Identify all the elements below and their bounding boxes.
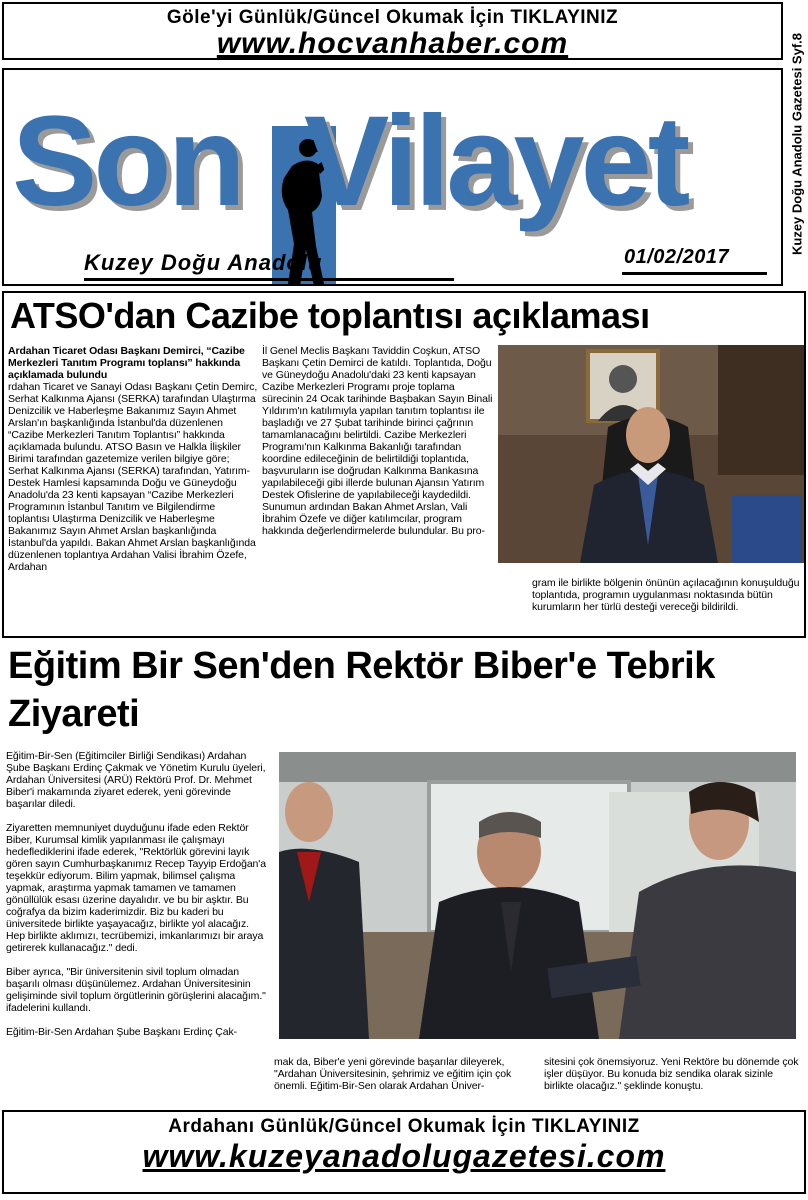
top-banner[interactable] [2, 2, 783, 60]
top-banner-link[interactable]: www.hocvanhaber.com [216, 27, 569, 60]
article-atso-title: ATSO'dan Cazibe toplantısı açıklaması [10, 295, 650, 336]
portrait-photo-image [498, 345, 804, 563]
article-egitim-paragraph-3: Biber ayrıca, "Bir üniversitenin sivil toplum olmadan başarılı olması düşünülemez. Ardahan Üniversitesinin gelişiminde sivil toplum örgütlerinin görüşlerini alacağım." ifadelerini kullandı. [6, 966, 266, 1014]
article-egitim-paragraph-4: Eğitim-Bir-Sen Ardahan Şube Başkanı Erdinç Çak- [6, 1026, 238, 1038]
masthead [2, 68, 783, 286]
article-egitim-photo [279, 752, 796, 1039]
meeting-photo-image [279, 752, 796, 1039]
article-atso [2, 291, 806, 638]
article-atso-column-3 [532, 577, 800, 613]
article-egitim-column-2 [274, 1056, 530, 1092]
article-atso-body-2: İl Genel Meclis Başkanı Taviddin Coşkun, ATSO Başkanı Çetin Demirci de katıldı. Toplantıda, Doğu ve Güneydoğu Anadolu'daki 23 kenti kapsayan Cazibe Merkezleri Programı proje toplama sürecinin 24 Ocak tarihinde Başbakan Sayın Binali Yıldırım'ın katılımıyla yapılan tanıtım toplantısı ile başladığı ve 27 Şubat tarihinde birinci çağrının tamamlanacağını belirtildi. Cazibe Merkezleri Programı'nın Kalkınma Bakanlığı tarafından koordine edileceğinin de belirtildiği toplantıda, başvuruların ise doğrudan Kalkınma Bankasına yapılabileceği gibi illerde bulunan Ajansın Yatırım Destek Ofislerine de yapılabileceği kaydedildi. Sunumun ardından Bakan Ahmet Arslan, Vali İbrahim Özefe ve diğer katılımcılar, program hakkında değerlendirmelerde bulundular. Bu pro- [262, 345, 493, 537]
article-egitim-column-1 [6, 750, 268, 1038]
article-atso-photo [498, 345, 804, 563]
article-egitim-paragraph-1: Eğitim-Bir-Sen (Eğitimciler Birliği Sendikası) Ardahan Şube Başkanı Erdinç Çakmak ve Yönetim Kurulu üyeleri, Ardahan Üniversitesi (ARÜ) Rektörü Prof. Dr. Mehmet Biber'i makamında ziyaret ederek, yeni görevinde başarılar diledi. [6, 750, 266, 810]
masthead-date: 01/02/2017 [624, 246, 730, 268]
article-atso-column-2 [262, 345, 498, 537]
masthead-word-son: Son [12, 90, 242, 233]
bottom-banner[interactable] [2, 1110, 806, 1194]
article-egitim-paragraph-2: Ziyaretten memnuniyet duyduğunu ifade eden Rektör Biber, Kurumsal kimlik yapılanması ile çalışmayı hedeflediklerini ifade ederek, "Rektörlük görevini layık gören sayın Cumhurbaşkanımız Recep Tayyip Erdoğan'a teşekkür ediyorum. Bilim yapmak, bilimsel çalışma yapmak, araştırma yapmak tamamen ve tamamen gönüllülük esası üzerine dayalıdır. ve bu bir aşktır. Bu coğrafya da bizim kaderimizdir. Biz bu kaderi bu üniversitede birlikte yaşayacağız, birlikte yol alacağız. Hep birlikte aklımızı, tecrübemizi, imkanlarımızı bir araya getirerek kullanacağız." dedi. [6, 822, 266, 954]
date-underline [622, 272, 767, 275]
article-egitim-title: Eğitim Bir Sen'den Rektör Biber'e Tebrik Ziyareti [8, 645, 715, 735]
article-egitim-paragraph-6: sitesini çok önemsiyoruz. Yeni Rektöre bu dönemde çok işler düşüyor. Bu konuda biz sendika olarak sizinle birlikte olacağız." şeklinde konuştu. [544, 1056, 799, 1092]
side-page-label [787, 4, 807, 284]
masthead-subtitle: Kuzey Doğu Anadolu [84, 250, 323, 275]
article-atso-lead: Ardahan Ticaret Odası Başkanı Demirci, “Cazibe Merkezleri Tanıtım Programı toplansı” hakkında açıklamada bulundu [8, 345, 245, 381]
side-page-label-text: Kuzey Doğu Anadolu Gazetesi Syf.8 [789, 32, 805, 256]
article-egitim-paragraph-5: mak da, Biber'e yeni görevinde başarılar dileyerek, "Ardahan Üniversitesinin, şehrimiz ve eğitim için çok önemli. Eğitim-Bir-Sen olarak Ardahan Üniver- [274, 1056, 512, 1092]
masthead-word-vilayet: Vilayet [304, 90, 687, 233]
article-atso-body-3: gram ile birlikte bölgenin önünün açılacağının konuşulduğu toplantıda, programın uygulanması noktasında bütün kurumların her türlü desteği vereceği bildirildi. [532, 577, 800, 613]
top-banner-text: Göle'yi Günlük/Güncel Okumak İçin TIKLAYINIZ [166, 7, 619, 28]
article-atso-column-1 [8, 345, 258, 573]
article-atso-body-1: rdahan Ticaret ve Sanayi Odası Başkanı Çetin Demirc, Serhat Kalkınma Ajansı (SERKA) tarafından Ulaştırma Denizcilik ve Haberleşme Bakanımız Sayın Ahmet Arslan'ın başkanlığında İstanbul'da düzenlenen “Cazibe Merkezleri Tanıtım Toplantısı” hakkında açıklamada bulundu. ATSO Basın ve Halkla İlişkiler Birimi tarafından gazetemize verilen bilgiye göre; Serhat Kalkınma Ajansı (SERKA) tarafından, Yatırım-Destek Hamlesi kapsamında Doğu ve Güneydoğu Anadolu'da 23 kenti kapsayan “Cazibe Merkezleri Programının İstanbul Tanıtım ve Bilgilendirme toplantısı Ulaştırma Denizcilik ve Haberleşme Bakanımız Sayın Ahmet Arslan başkanlığında İstanbul'da yapıldı. Bakan Ahmet Arslan başkanlığında düzenlenen toplantıya Ardahan Valisi İbrahim Özefe, Ardahan [8, 381, 258, 573]
subtitle-underline [84, 278, 454, 281]
article-egitim-column-3 [544, 1056, 800, 1092]
bottom-banner-link[interactable]: www.kuzeyanadolugazetesi.com [142, 1138, 666, 1174]
bottom-banner-text: Ardahanı Günlük/Güncel Okumak İçin TIKLAYINIZ [168, 1116, 640, 1137]
